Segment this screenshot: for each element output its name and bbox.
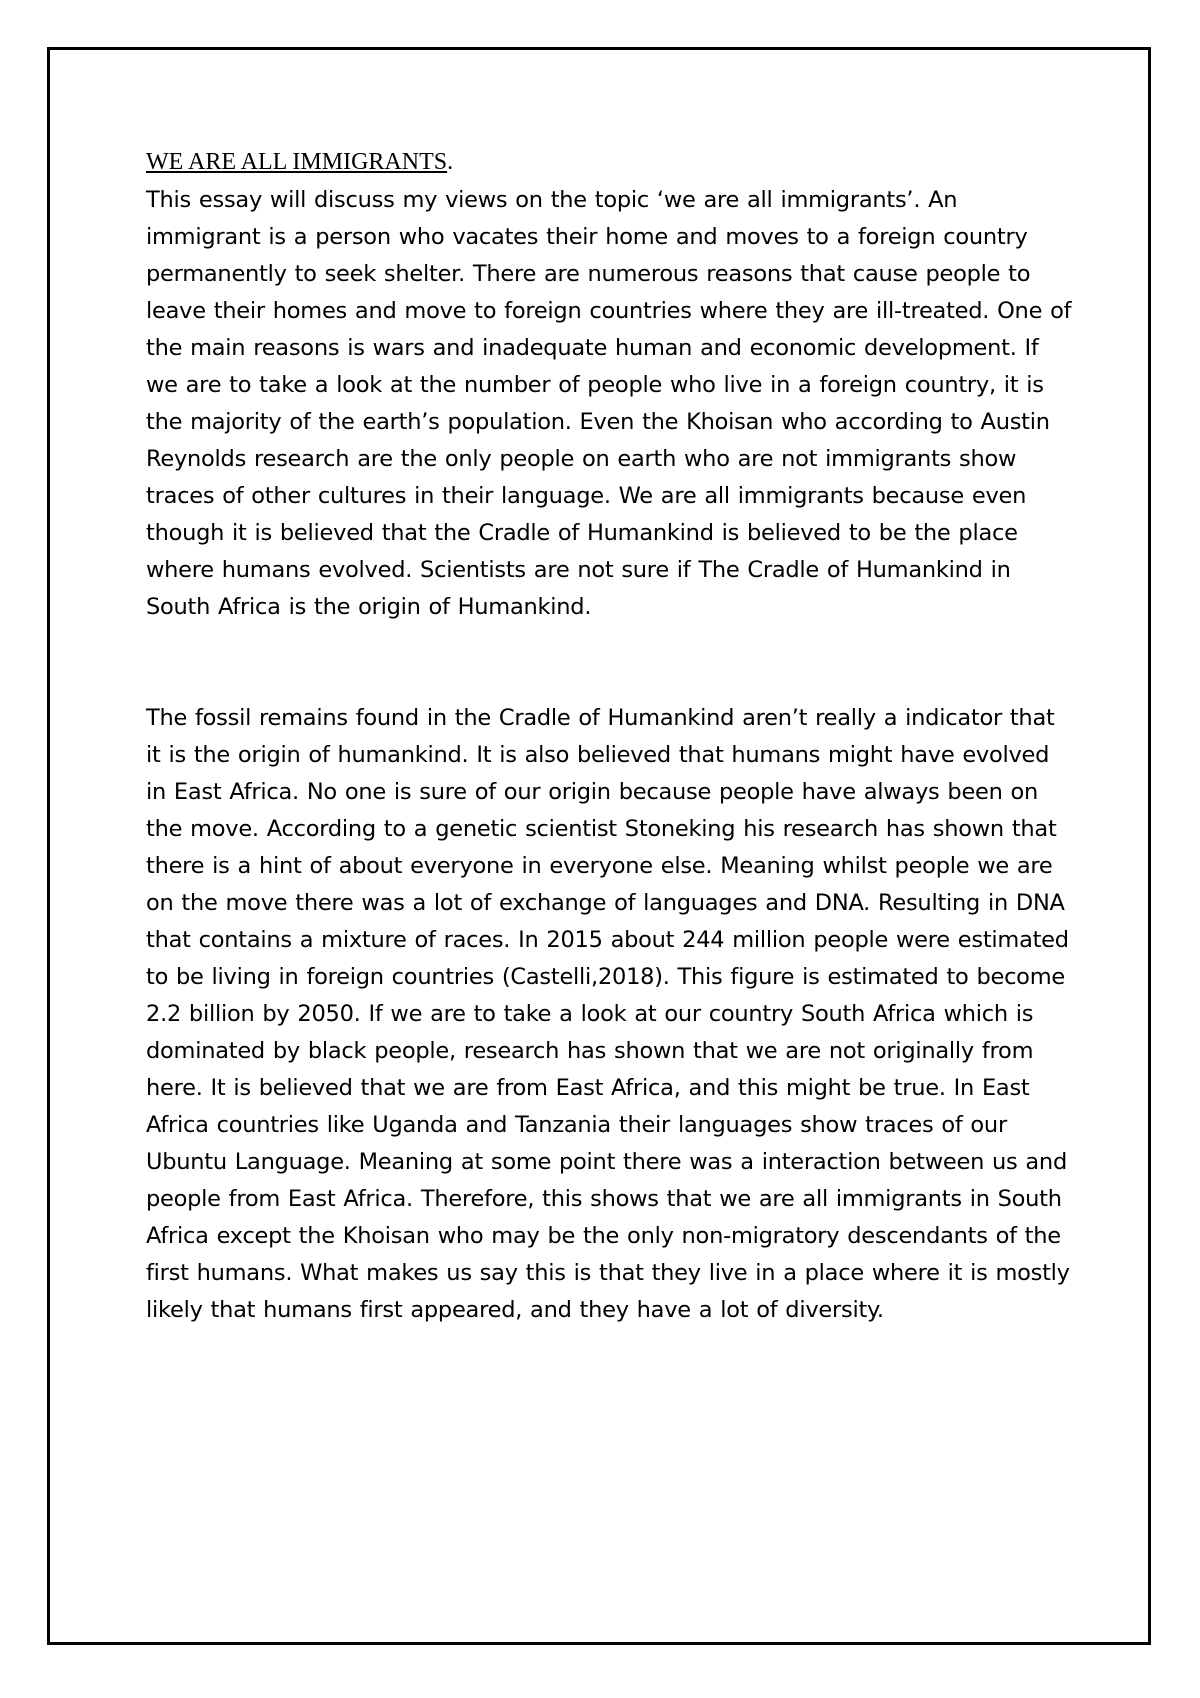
essay-body xyxy=(146,147,1076,1329)
essay-title-period: . xyxy=(447,149,454,175)
paragraph-2: The fossil remains found in the Cradle of Humankind aren’t really a indicator that it is the origin of humankind. It is also believed that humans might have evolved in East Africa. No one is sure of our origin because people have always been on the move. According to a genetic scientist Stoneking his research has shown that there is a hint of about everyone in everyone else. Meaning whilst people we are on the move there was a lot of exchange of languages and DNA. Resulting in DNA that contains a mixture of races. In 2015 about 244 million people were estimated to be living in foreign countries (Castelli,2018). This figure is estimated to become 2.2 billion by 2050. If we are to take a look at our country South Africa which is dominated by black people, research has shown that we are not originally from here. It is believed that we are from East Africa, and this might be true. In East Africa countries like Uganda and Tanzania their languages show traces of our Ubuntu Language. Meaning at some point there was a interaction between us and people from East Africa. Therefore, this shows that we are all immigrants in South Africa except the Khoisan who may be the only non-migratory descendants of the first humans. What makes us say this is that they live in a place where it is mostly likely that humans first appeared, and they have a lot of diversity. xyxy=(146,705,1070,1323)
essay-title-text: WE ARE ALL IMMIGRANTS xyxy=(146,149,448,175)
essay-title xyxy=(146,147,1076,177)
paragraph-1: This essay will discuss my views on the topic ‘we are all immigrants’. An immigrant is a person who vacates their home and moves to a foreign country permanently to seek shelter. There are numerous reasons that cause people to leave their homes and move to foreign countries where they are ill-treated. One of the main reasons is wars and inadequate human and economic development. If we are to take a look at the number of people who live in a foreign country, it is the majority of the earth’s population. Even the Khoisan who according to Austin Reynolds research are the only people on earth who are not immigrants show traces of other cultures in their language. We are all immigrants because even though it is believed that the Cradle of Humankind is believed to be the place where humans evolved. Scientists are not sure if The Cradle of Humankind in South Africa is the origin of Humankind. xyxy=(146,187,1072,620)
